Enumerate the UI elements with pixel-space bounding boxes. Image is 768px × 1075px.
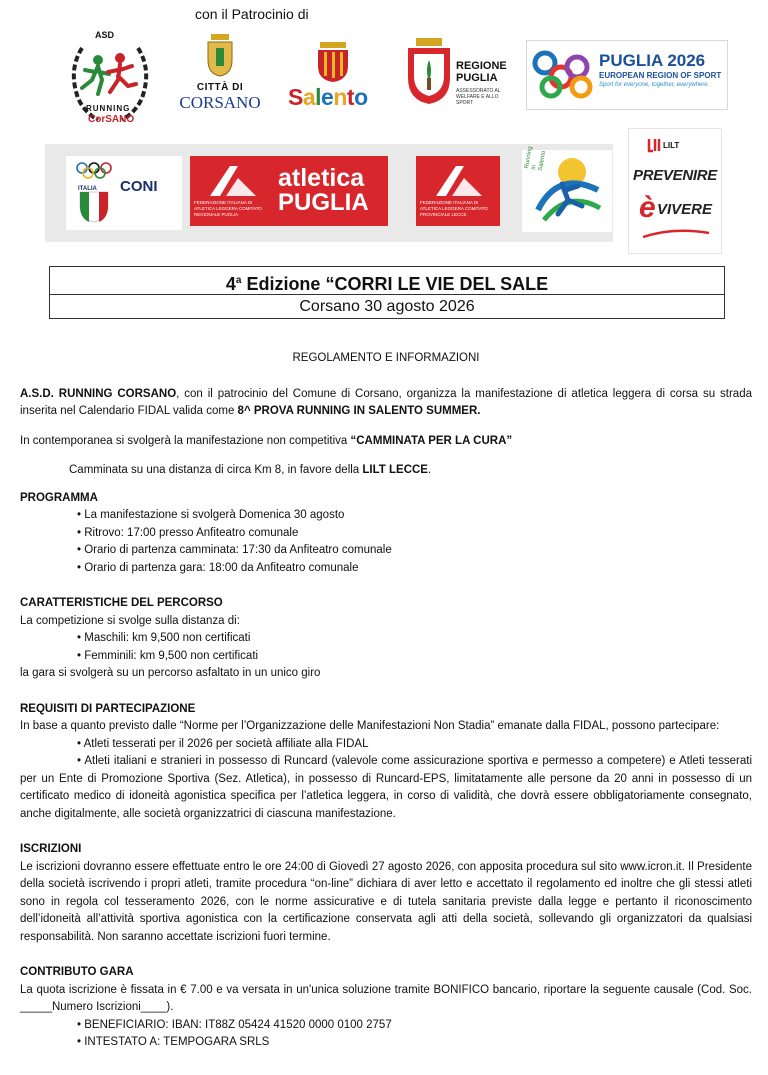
puglia-2026-logo: [526, 40, 728, 110]
contributo-text: La quota iscrizione è fissata in € 7.00 e va versata in un'unica soluzione tramite BONIFICO bancario, riportare la seguente causale (Cod. Soc. _____Numero Iscrizioni____).: [20, 983, 752, 1013]
event-title: 4$^a$ Edizione “CORRI LE VIE DEL SALE: [50, 267, 724, 295]
fidal-lecce-logo: [416, 156, 500, 226]
vivere-text: VIVERE: [657, 201, 713, 218]
programma-list: [20, 507, 752, 577]
puglia-word: PUGLIA: [278, 189, 369, 216]
regione-text: REGIONE: [456, 60, 507, 72]
patrocinio-label: con il Patrocinio di: [195, 6, 309, 22]
lilt-brand: LILT: [663, 141, 680, 150]
salento-logo: [284, 38, 380, 118]
requisiti-intro: In base a quanto previsto dalle “Norme per l’Organizzazione delle Manifestazioni Non Stadia” emanate dalla FIDAL, possono partecipare:: [20, 720, 720, 732]
percorso-list: [20, 630, 752, 665]
intro-paragraph: A.S.D. RUNNING CORSANO, con il patrocinio del Comune di Corsano, organizza la manifestazione di atletica leggera di corsa su strada inserita nel Calendario FIDAL valida come 8^ PROVA RUNNING IN SALENTO SUMMER.: [20, 387, 752, 417]
requisiti-item-2: • Atleti italiani e stranieri in possesso di Runcard (valevole come assicurazione sportiva e permesso a competere) e Atleti tesserati per un Ente di Promozione Sportiva (Sez. Atletica), in possesso di Runcard-EPS, limitatamente alle persone da 20 anni in possesso di un certificato medico di idoneità agonistica specifica per l’atletica leggera, in corso di validità, che dovrà essere obbligatoriamente consegnato, anche digitalmente, alle società organizzatrici di ciascuna manifestazione.: [20, 755, 752, 820]
puglia-2026-tagline: Sport for everyone, together, everywhere: [599, 82, 708, 88]
running-in-salento-logo: [522, 145, 612, 232]
requisiti-title: REQUISITI DI PARTECIPAZIONE: [20, 702, 196, 715]
regione-puglia-logo: [402, 38, 520, 110]
e-accent-text: è: [639, 191, 656, 224]
lilt-logo: [628, 128, 722, 254]
citta-di-corsano-logo: [170, 30, 270, 120]
salento-word: Salento: [288, 84, 368, 110]
list-item: • Ritrovo: 17:00 presso Anfiteatro comunale: [77, 525, 752, 543]
assessorato-text: ASSESSORATO AL WELFARE E ALLO SPORT: [456, 88, 501, 106]
fidal-lecce-federation: FEDERAZIONE ITALIANA DI ATLETICA LEGGERA COMITATO PROVINCIALE LECCE: [420, 200, 488, 217]
contributo-title: CONTRIBUTO GARA: [20, 966, 134, 978]
event-subtitle: Corsano 30 agosto 2026: [299, 298, 475, 315]
coni-text: CONI: [120, 178, 158, 195]
running-in-salento-label: Running in Salento: [524, 145, 548, 172]
citta-di-text: CITTÀ DI: [196, 82, 244, 93]
list-item: • Orario di partenza gara: 18:00 da Anfiteatro comunale: [77, 560, 752, 578]
fidal-puglia-federation: FEDERAZIONE ITALIANA DI ATLETICA LEGGERA COMITATO REGIONALE PUGLIA: [194, 200, 262, 217]
programma-title: PROGRAMMA: [20, 491, 98, 504]
list-item: • Maschili: km 9,500 non certificati: [77, 630, 752, 648]
list-item: • Atleti tesserati per il 2026 per società affiliate alla FIDAL: [77, 736, 752, 754]
parallel-event-paragraph: In contemporanea si svolgerà la manifestazione non competitiva “CAMMINATA PER LA CURA”: [20, 434, 513, 447]
list-item: • Femminili: km 9,500 non certificati: [77, 648, 752, 666]
running-text: RUNNING: [86, 104, 131, 113]
iscrizioni-text: Le iscrizioni dovranno essere effettuate entro le ore 24:00 di Giovedì 27 agosto 2026, con apposita procedura sul sito www.icron.it. Il Presidente della società iscrivendo i propri atleti, tramite procedura “on-line” dichiara di aver letto e accettato il regolamento ed inoltre che gli stessi atleti sono in regola col tesseramento 2026, con le norme assicurative e di tutela sanitaria previste dalla legge e pertanto il riconoscimento dell’idoneità all’attività sportiva agonistica con la certificazione conservata agli atti della società, sollevando gli organizzatori da qualsiasi responsabilità. Non saranno accettate iscrizioni fuori termine.: [20, 860, 752, 943]
requisiti-list-1: [20, 736, 752, 754]
coni-logo: [66, 156, 182, 230]
regione-puglia-text: [456, 60, 507, 84]
puglia-2026-title: PUGLIA 2026: [599, 51, 706, 70]
asd-text: ASD: [95, 30, 115, 40]
corsano-city-text: CORSANO: [179, 93, 261, 112]
atletica-word: atletica: [278, 164, 365, 192]
list-item: • La manifestazione si svolgerà Domenica 30 agosto: [77, 507, 752, 525]
prevenire-text: PREVENIRE: [633, 167, 717, 184]
regulation-document: [20, 350, 752, 1052]
puglia-2026-subtitle: EUROPEAN REGION OF SPORT: [599, 71, 722, 80]
regulation-heading: REGOLAMENTO E INFORMAZIONI: [292, 352, 480, 364]
corsano-text: CorSANO: [88, 114, 135, 125]
iscrizioni-title: ISCRIZIONI: [20, 843, 82, 855]
fidal-puglia-logo: [190, 156, 388, 226]
puglia-text: PUGLIA: [456, 72, 498, 84]
list-item: • INTESTATO A: TEMPOGARA SRLS: [77, 1034, 752, 1052]
list-item: • BENEFICIARIO: IBAN: IT88Z 05424 41520 0000 0100 2757: [77, 1017, 752, 1035]
walk-paragraph: Camminata su una distanza di circa Km 8, in favore della LILT LECCE.: [69, 464, 432, 476]
percorso-intro: La competizione si svolge sulla distanza di:: [20, 614, 240, 627]
list-item: • Orario di partenza camminata: 17:30 da Anfiteatro comunale: [77, 542, 752, 560]
event-title-box: [49, 266, 725, 319]
italia-text: ITALIA: [78, 186, 97, 192]
asd-running-corsano-logo: [62, 28, 158, 130]
contributo-list: [20, 1017, 752, 1052]
percorso-title: CARATTERISTICHE DEL PERCORSO: [20, 597, 223, 609]
percorso-outro: la gara si svolgerà su un percorso asfaltato in un unico giro: [20, 667, 321, 679]
